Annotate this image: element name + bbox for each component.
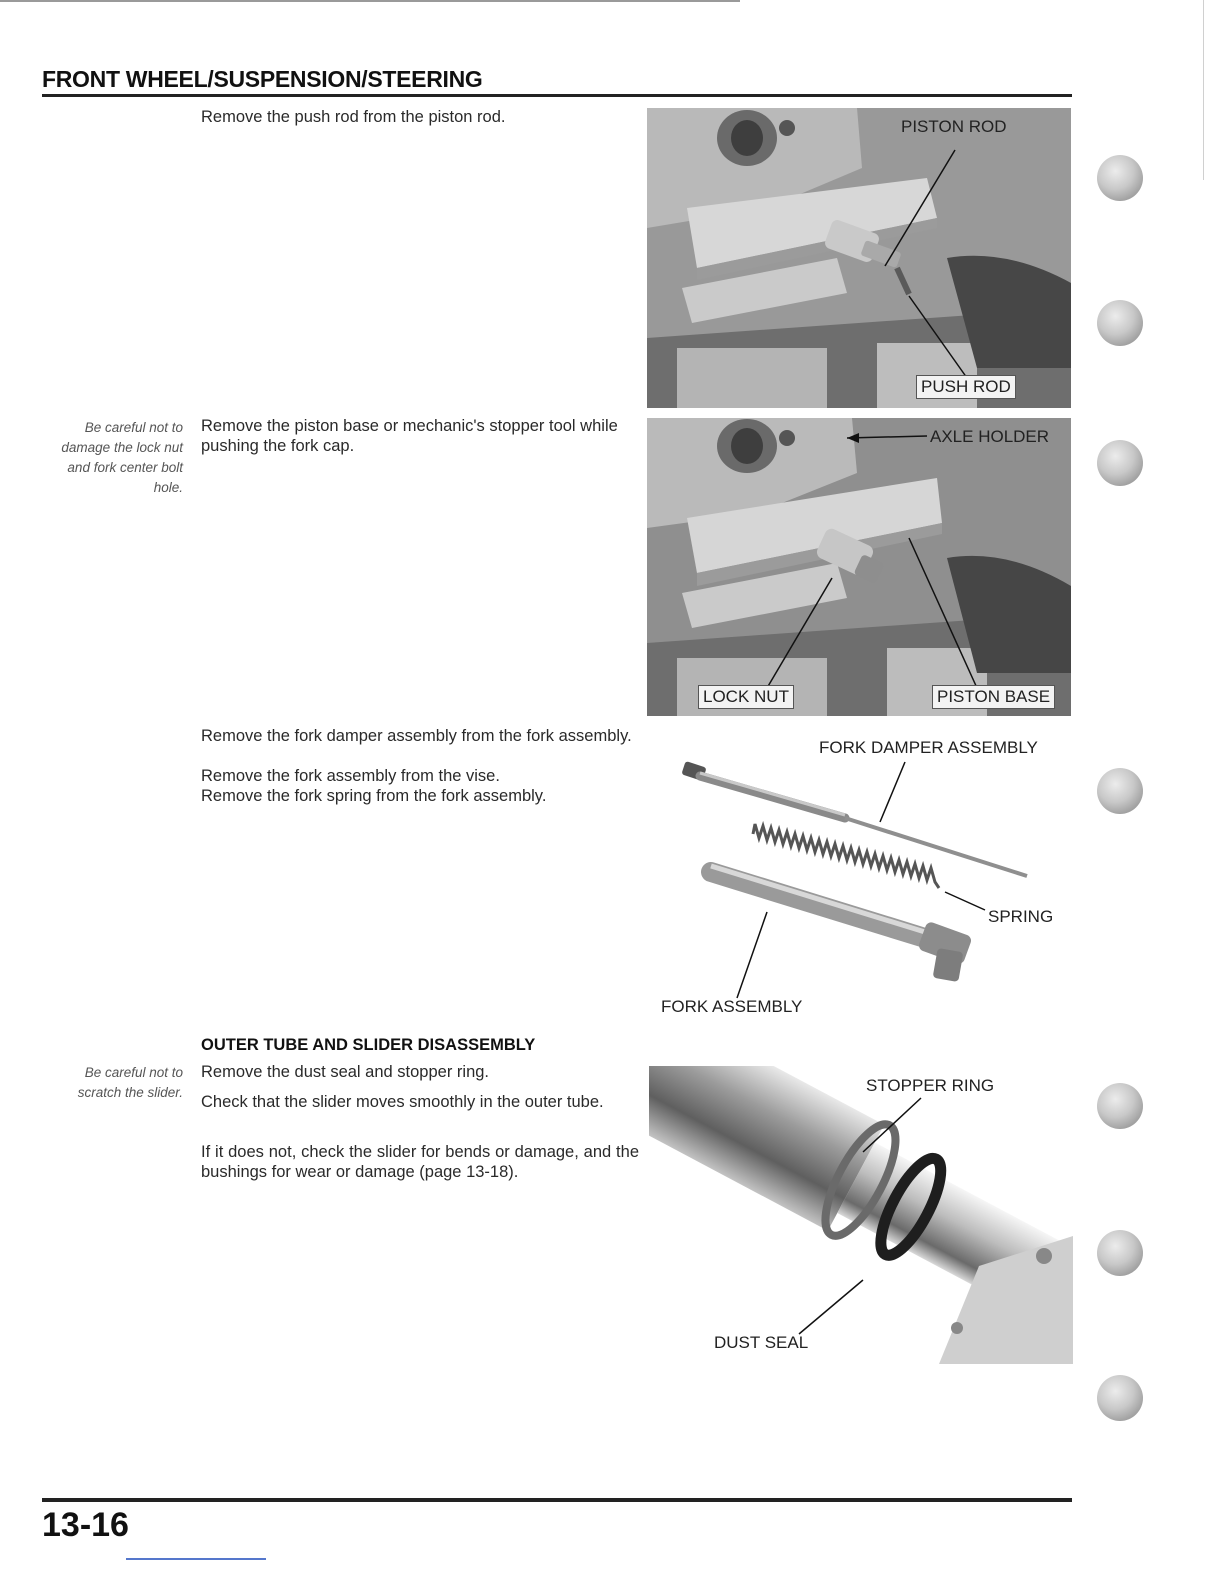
section-para-3: If it does not, check the slider for bends or damage, and the bushings for wear or damage (page 13-18). (201, 1143, 639, 1181)
label-fork-assembly: FORK ASSEMBLY (661, 997, 803, 1016)
footer-rule (42, 1498, 1072, 1502)
label-piston-rod: PISTON ROD (901, 117, 1007, 136)
right-edge-mark (1203, 0, 1204, 180)
label-stopper-ring: STOPPER RING (866, 1076, 995, 1095)
step-2-caution-note: Be careful not to damage the lock nut and fork center bolt hole. (61, 420, 183, 495)
header-rule (42, 94, 1072, 97)
page-number: 13-16 (42, 1506, 129, 1544)
step-3-line-1: Remove the fork damper assembly from the fork assembly. (201, 727, 632, 745)
tab-dot-4 (1097, 768, 1143, 814)
tab-dot-6 (1097, 1230, 1143, 1276)
section-heading: OUTER TUBE AND SLIDER DISASSEMBLY (201, 1036, 536, 1054)
step-2-text: Remove the piston base or mechanic's stopper tool while pushing the fork cap. (201, 417, 618, 455)
label-fork-damper-assembly: FORK DAMPER ASSEMBLY (819, 738, 1038, 757)
label-dust-seal: DUST SEAL (714, 1333, 809, 1352)
step-1-text: Remove the push rod from the piston rod. (201, 108, 506, 126)
label-piston-base: PISTON BASE (932, 685, 1055, 709)
page-title: FRONT WHEEL/SUSPENSION/STEERING (42, 66, 483, 92)
tab-dot-7 (1097, 1375, 1143, 1421)
top-edge-rule (0, 0, 740, 2)
label-spring: SPRING (988, 907, 1054, 926)
figure-dust-seal-photo (649, 1066, 1073, 1364)
tab-dot-2 (1097, 300, 1143, 346)
tab-dot-3 (1097, 440, 1143, 486)
section-para-1: Remove the dust seal and stopper ring. (201, 1063, 490, 1081)
label-push-rod: PUSH ROD (916, 375, 1016, 399)
label-axle-holder: AXLE HOLDER (930, 427, 1050, 446)
tab-dot-5 (1097, 1083, 1143, 1129)
tab-dot-1 (1097, 155, 1143, 201)
section-para-2: Check that the slider moves smoothly in the outer tube. (201, 1093, 604, 1111)
figure-fork-components (655, 740, 1075, 1020)
step-3-line-3: Remove the fork spring from the fork assembly. (201, 787, 547, 805)
figure-push-rod-photo (647, 108, 1071, 408)
figure-piston-base-photo (647, 418, 1071, 716)
section-caution-note: Be careful not to scratch the slider. (77, 1065, 183, 1100)
step-3-line-2: Remove the fork assembly from the vise. (201, 767, 500, 785)
label-lock-nut: LOCK NUT (698, 685, 794, 709)
bottom-link-underline (126, 1558, 266, 1560)
